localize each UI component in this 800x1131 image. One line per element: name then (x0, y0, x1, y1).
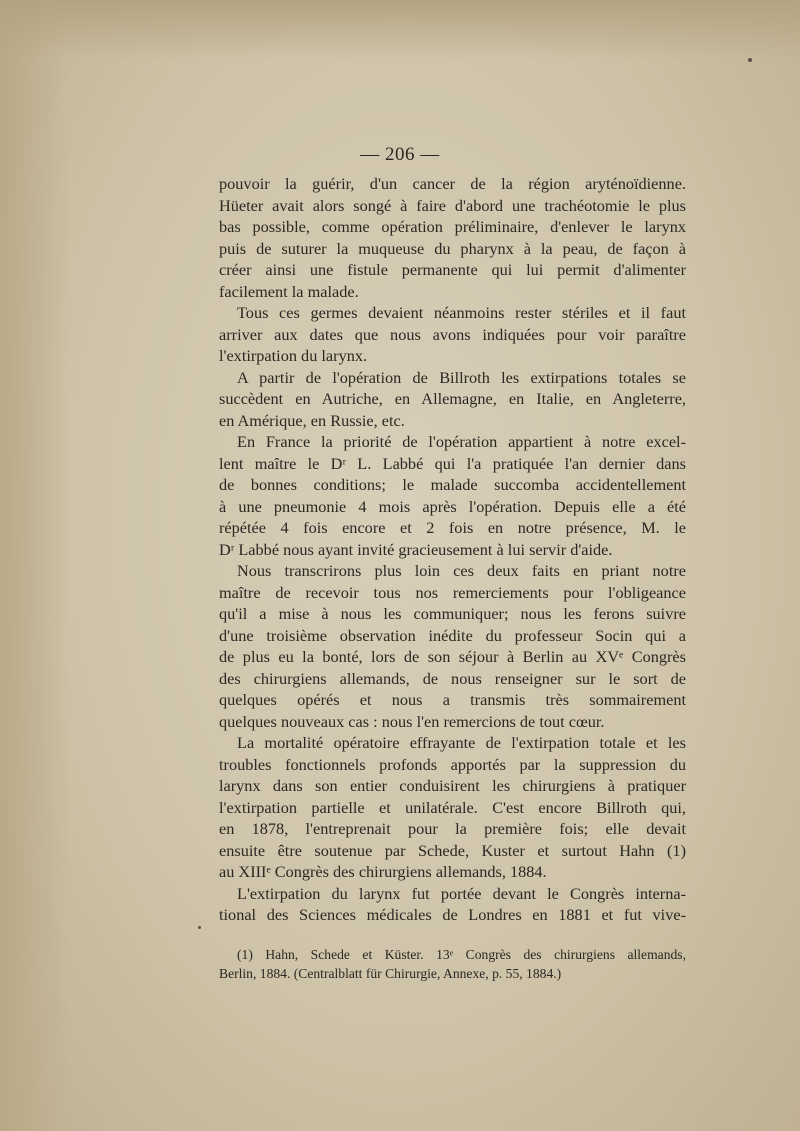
text-line: des chirurgiens allemands, de nous renseigner sur le sort de (219, 668, 686, 688)
text-line: l'extirpation partielle et unilatérale. C'est encore Billroth qui, (219, 797, 686, 817)
text-line: répétée 4 fois encore et 2 fois en notre présence, M. le (219, 518, 686, 537)
text-line: d'une troisième observation inédite du professeur Socin qui a (219, 625, 686, 645)
text-line: Tous ces germes devaient néanmoins rester stériles et il faut (237, 303, 686, 322)
text-line: au XIIIᵉ Congrès des chirurgiens allemands, 1884. (219, 862, 547, 881)
text-line: facilement la malade. (219, 281, 359, 301)
ink-speck (748, 58, 752, 62)
text-line: troubles fonctionnels profonds apportés par la suppression du (219, 754, 686, 774)
text-line: La mortalité opératoire effrayante de l'extirpation totale et les (237, 733, 686, 752)
text-line: arriver aux dates que nous avons indiquées pour voir paraître (219, 324, 686, 344)
text-line: en Amérique, en Russie, etc. (219, 410, 405, 430)
text-line: de bonnes conditions; le malade succomba accidentellement (219, 475, 686, 494)
text-line: quelques opérés et nous a transmis très sommairement (219, 690, 686, 709)
text-line: de plus eu la bonté, lors de son séjour à Berlin au XVᵉ Congrès (219, 647, 686, 666)
text-line: l'extirpation du larynx. (219, 346, 368, 365)
page-number: — 206 — (360, 144, 440, 165)
text-line: Nous transcrirons plus loin ces deux faits en priant notre (237, 561, 686, 580)
text-line: maître de recevoir tous nos remerciements pour l'obligeance (219, 582, 686, 602)
text-line: A partir de l'opération de Billroth les extirpations totales se (237, 367, 686, 387)
footnotes (219, 945, 686, 983)
footnote-line: Berlin, 1884. (Centralblatt für Chirurgie, Annexe, p. 55, 1884.) (219, 966, 562, 981)
ink-speck (198, 926, 201, 929)
text-line: quelques nouveaux cas : nous l'en remercions de tout cœur. (219, 711, 605, 731)
text-line: puis de suturer la muqueuse du pharynx à la peau, de façon à (219, 238, 686, 258)
text-line: Hüeter avait alors songé à faire d'abord une trachéotomie le plus (219, 195, 686, 215)
text-line: tional des Sciences médicales de Londres en 1881 et fut vive- (219, 905, 686, 924)
page-edge-shadow-left (0, 0, 70, 1131)
text-line: Dʳ Labbé nous ayant invité gracieusement à lui servir d'aide. (219, 539, 613, 559)
text-line: lent maître le Dʳ L. Labbé qui l'a pratiquée l'an dernier dans (219, 453, 686, 473)
page-edge-shadow-top (0, 0, 800, 60)
text-line: succèdent en Autriche, en Allemagne, en Italie, en Angleterre, (219, 389, 686, 408)
text-line: en 1878, l'entreprenait pour la première fois; elle devait (219, 819, 686, 838)
text-line: larynx dans son entier conduisirent les chirurgiens à pratiquer (219, 776, 686, 795)
text-line: à une pneumonie 4 mois après l'opération. Depuis elle a été (219, 496, 686, 516)
text-line: pouvoir la guérir, d'un cancer de la région aryténoïdienne. (219, 174, 686, 193)
text-line: créer ainsi une fistule permanente qui lui permit d'alimenter (219, 260, 686, 279)
text-line: bas possible, comme opération préliminaire, d'enlever le larynx (219, 217, 686, 236)
text-line: ensuite être soutenue par Schede, Kuster et surtout Hahn (1) (219, 840, 686, 860)
text-line: qu'il a mise à nous les communiquer; nous les ferons suivre (219, 604, 686, 623)
body-text (219, 173, 686, 926)
text-line: L'extirpation du larynx fut portée devant le Congrès interna- (237, 883, 686, 903)
text-line: En France la priorité de l'opération appartient à notre excel- (237, 432, 686, 451)
footnote-line: (1) Hahn, Schede et Küster. 13ᵉ Congrès des chirurgiens allemands, (237, 947, 686, 962)
